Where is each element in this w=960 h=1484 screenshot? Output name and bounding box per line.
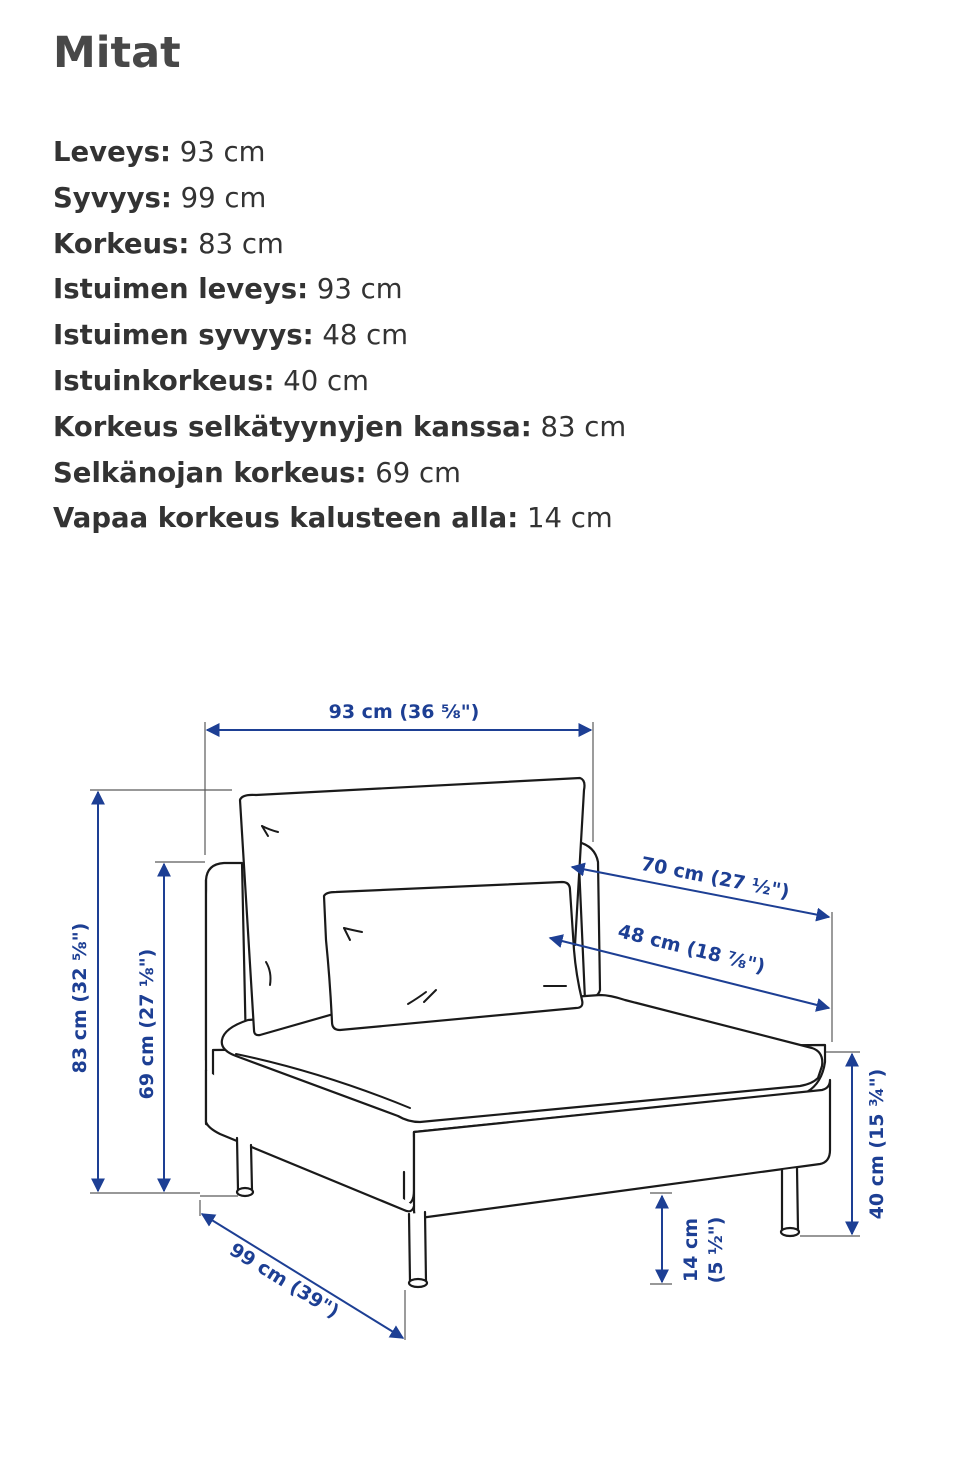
seat-depth-label: 48 cm (18 ⅞"): [615, 920, 768, 979]
spec-label: Selkänojan korkeus:: [53, 456, 367, 489]
depth-dimension-line: [202, 1214, 403, 1338]
spec-label: Syvyys:: [53, 181, 172, 214]
clearance-label-in: (5 ½"): [705, 1216, 727, 1284]
spec-label: Korkeus selkätyynyjen kanssa:: [53, 410, 532, 443]
spec-label: Leveys:: [53, 136, 172, 168]
cushion-depth-label: 70 cm (27 ½"): [639, 852, 792, 904]
sofa-module-drawing: [206, 778, 830, 1287]
spec-clearance-under: [53, 496, 626, 542]
spec-width: [53, 130, 626, 176]
spec-value: 40 cm: [274, 364, 369, 397]
total-height-label: 83 cm (32 ⅝"): [69, 922, 91, 1074]
depth-label: 99 cm (39"): [225, 1238, 343, 1323]
clearance-label-cm: 14 cm: [680, 1217, 702, 1283]
spec-value: 48 cm: [313, 319, 409, 352]
spec-height: [53, 222, 626, 268]
dimension-spec-list: [53, 130, 626, 542]
spec-value: 93 cm: [308, 273, 403, 306]
spec-height-with-cushions: [53, 405, 626, 451]
spec-value: 14 cm: [518, 502, 613, 535]
spec-label: Vapaa korkeus kalusteen alla:: [53, 502, 519, 535]
spec-label: Korkeus:: [53, 227, 190, 260]
spec-seat-depth: [53, 313, 626, 359]
spec-value: 83 cm: [531, 410, 627, 443]
spec-value: 83 cm: [189, 227, 284, 260]
page-title: Mitat: [53, 28, 181, 78]
sofa-dimension-diagram: [0, 600, 960, 1380]
spec-seat-height: [53, 359, 626, 405]
spec-label: Istuimen syvyys:: [53, 319, 314, 352]
spec-label: Istuimen leveys:: [53, 273, 309, 306]
spec-depth: [53, 176, 626, 222]
width-label: 93 cm (36 ⅝"): [328, 701, 480, 723]
back-height-label: 69 cm (27 ⅛"): [136, 948, 158, 1100]
spec-value: 93 cm: [171, 136, 266, 168]
spec-value: 69 cm: [366, 456, 461, 489]
spec-value: 99 cm: [171, 181, 267, 214]
spec-label: Istuinkorkeus:: [53, 364, 275, 397]
spec-seat-width: [53, 267, 626, 313]
seat-height-label: 40 cm (15 ¾"): [866, 1068, 888, 1220]
spec-backrest-height: [53, 451, 626, 497]
